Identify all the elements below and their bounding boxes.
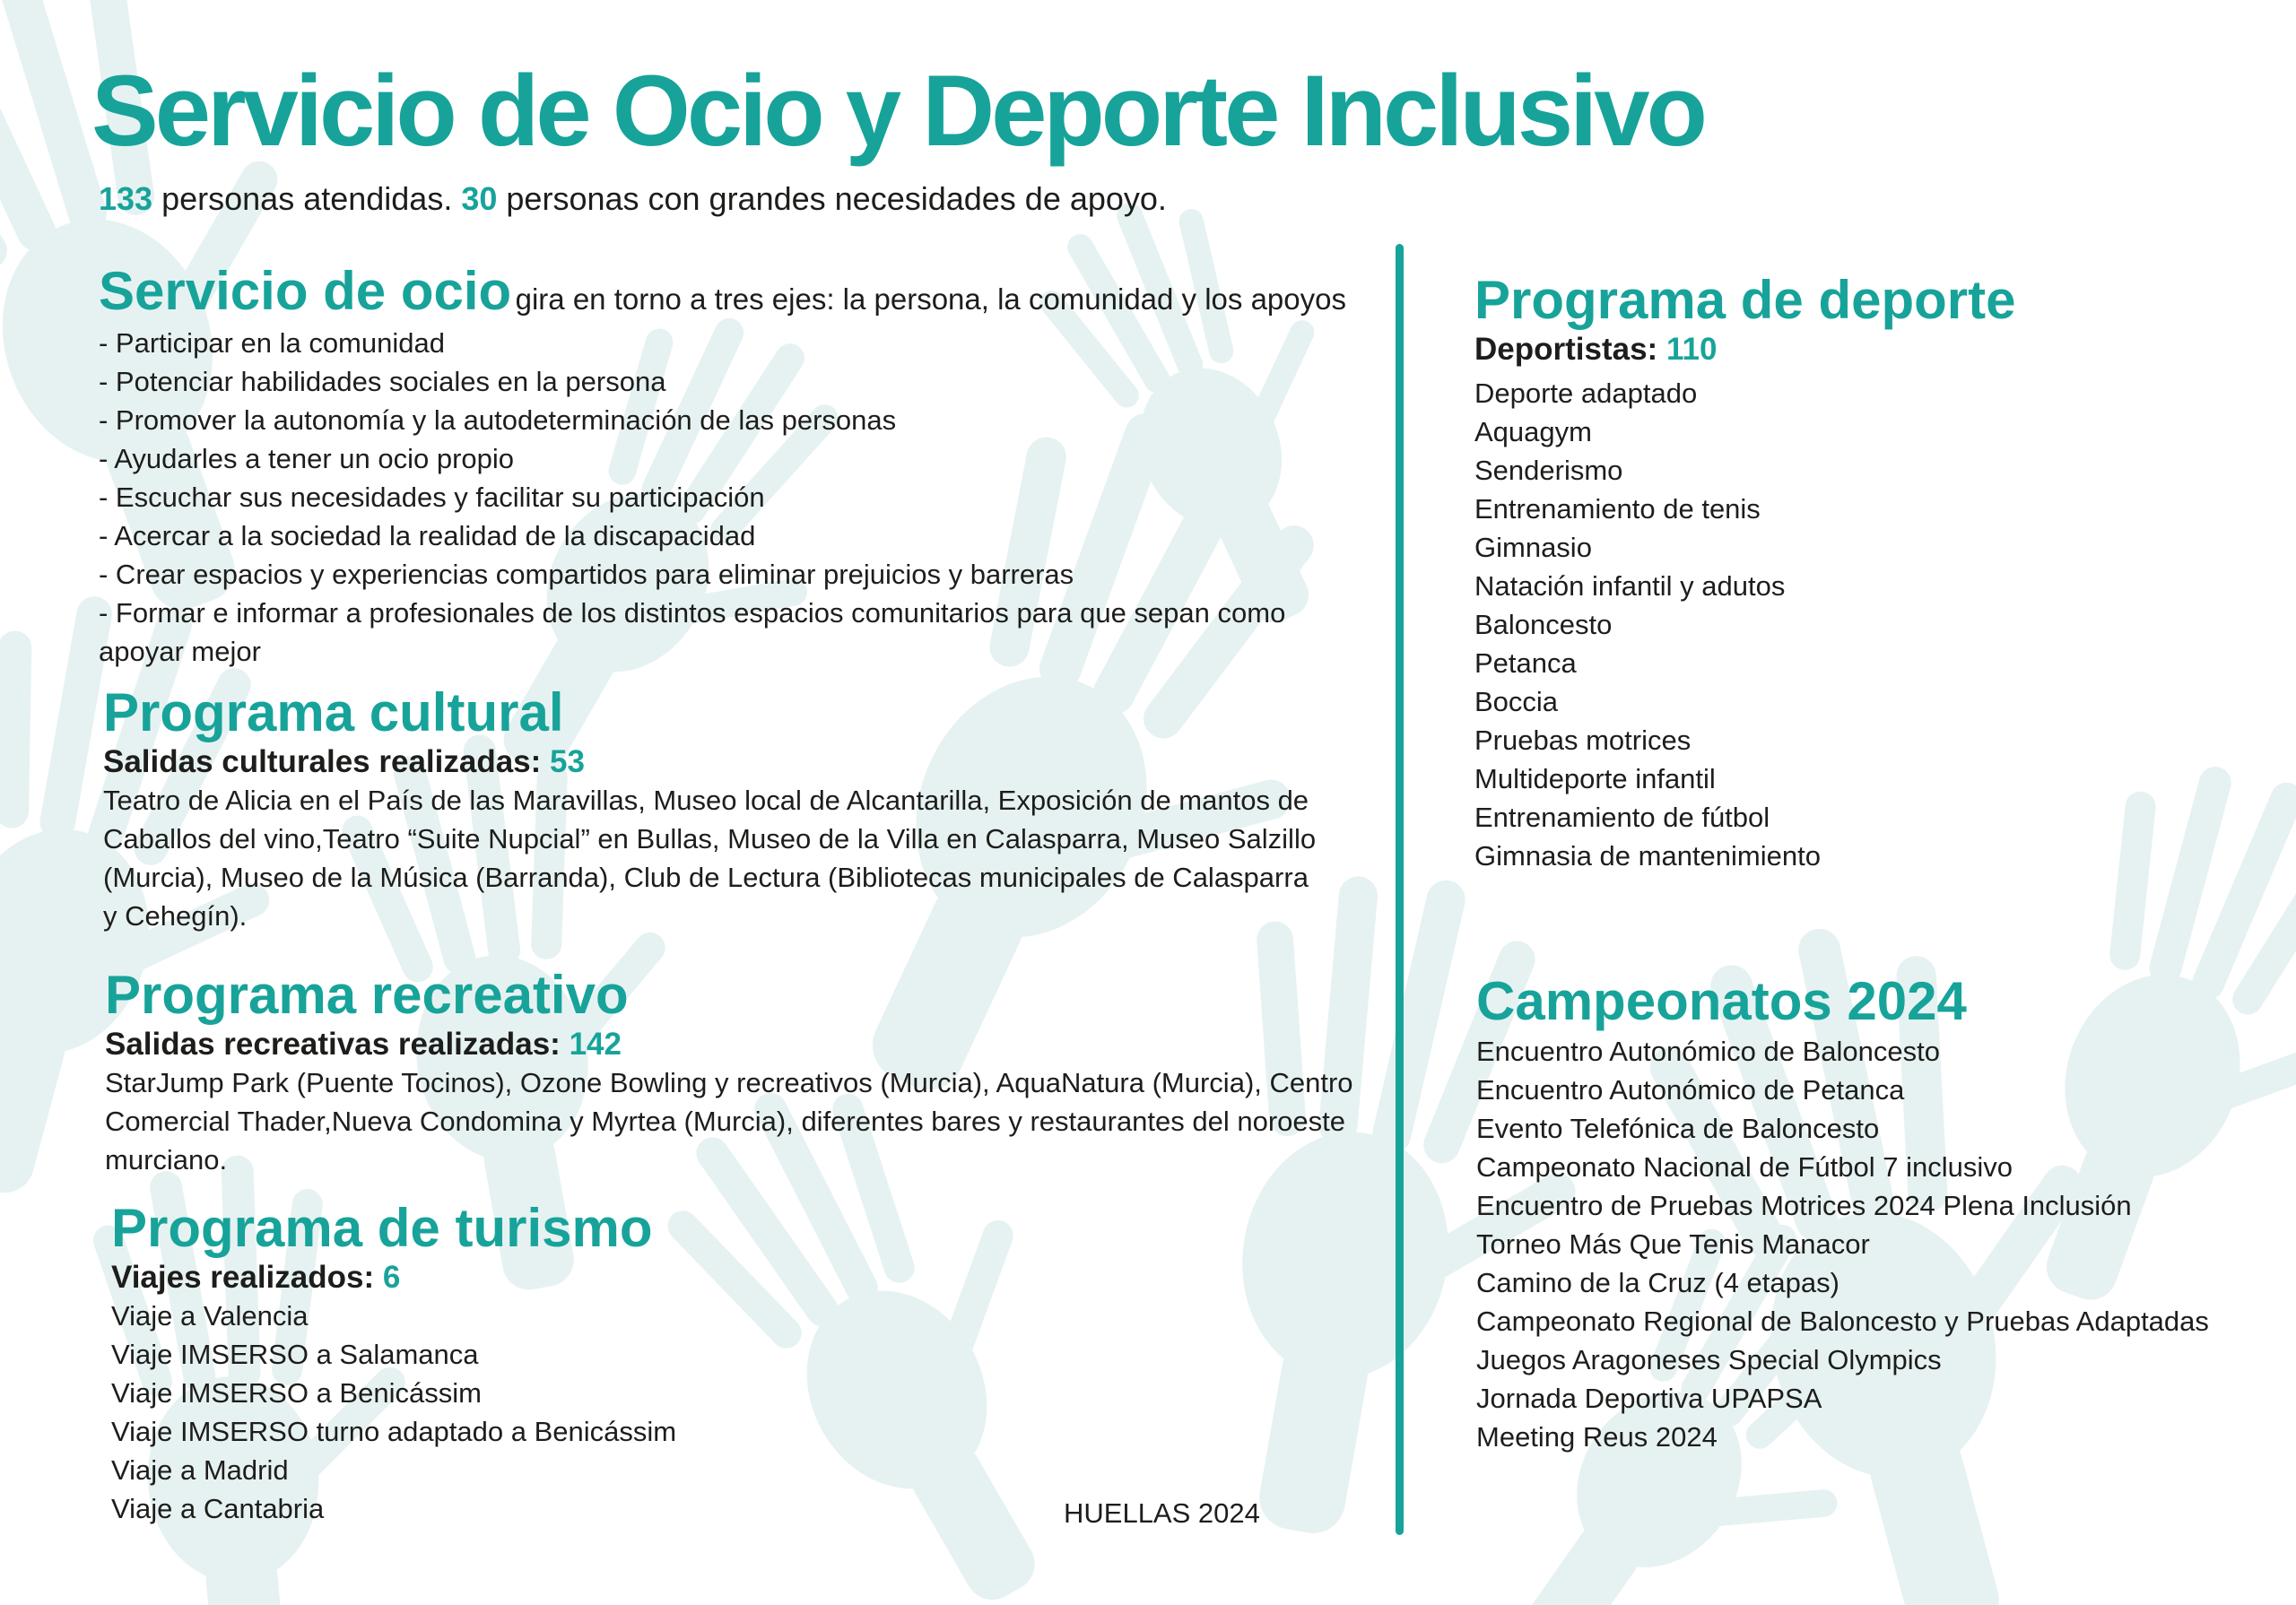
cultural-stat-value: 53 xyxy=(550,744,585,779)
section-campeonatos xyxy=(1476,970,2209,1456)
list-item: Camino de la Cruz (4 etapas) xyxy=(1476,1267,1839,1298)
list-item: Teatro de Alicia en el País de las Maravillas, Museo local de Alcantarilla, Exposición de mantos de xyxy=(103,785,1309,816)
ocio-intro: gira en torno a tres ejes: la persona, la comunidad y los apoyos xyxy=(515,282,1346,316)
list-item: Boccia xyxy=(1474,686,1559,717)
footer-label: HUELLAS 2024 xyxy=(1064,1497,1260,1529)
deporte-title: Programa de deporte xyxy=(1474,270,2016,330)
list-item: Viaje a Cantabria xyxy=(111,1493,325,1524)
section-cultural xyxy=(103,681,1323,935)
deporte-stat xyxy=(1474,331,2016,369)
cultural-description xyxy=(103,781,1323,935)
section-recreativo xyxy=(105,964,1353,1179)
list-item: Aquagym xyxy=(1474,416,1592,447)
list-item: - Escuchar sus necesidades y facilitar su participación xyxy=(99,482,765,513)
list-item: - Crear espacios y experiencias compartidos para eliminar prejuicios y barreras xyxy=(99,559,1074,590)
recreativo-stat-value: 142 xyxy=(569,1027,622,1062)
cultural-stat xyxy=(103,743,1323,781)
list-item: Entrenamiento de fútbol xyxy=(1474,802,1770,833)
list-item: Viaje IMSERSO a Benicássim xyxy=(111,1377,482,1409)
turismo-list xyxy=(111,1297,676,1528)
list-item: Viaje IMSERSO a Salamanca xyxy=(111,1339,479,1370)
list-item: Meeting Reus 2024 xyxy=(1476,1421,1718,1453)
cultural-title: Programa cultural xyxy=(103,682,564,742)
list-item: Deporte adaptado xyxy=(1474,377,1698,409)
list-item: apoyar mejor xyxy=(99,636,261,667)
section-ocio xyxy=(99,260,1346,671)
list-item: - Acercar a la sociedad la realidad de la discapacidad xyxy=(99,520,756,551)
ocio-heading xyxy=(99,260,1346,322)
campeonatos-list xyxy=(1476,1032,2209,1456)
section-deporte xyxy=(1474,269,2016,875)
list-item: Encuentro Autonómico de Baloncesto xyxy=(1476,1036,1941,1067)
list-item: Petanca xyxy=(1474,647,1577,679)
section-turismo xyxy=(111,1197,676,1528)
turismo-stat-value: 6 xyxy=(382,1260,401,1295)
list-item: Encuentro de Pruebas Motrices 2024 Plena Inclusión xyxy=(1476,1190,2132,1221)
list-item: Multideporte infantil xyxy=(1474,763,1716,794)
list-item: Viaje IMSERSO turno adaptado a Benicássim xyxy=(111,1416,677,1447)
ocio-list xyxy=(99,324,1346,671)
high-support-text: personas con grandes necesidades de apoyo. xyxy=(506,180,1167,217)
list-item: Natación infantil y adutos xyxy=(1474,570,1786,602)
list-item: y Cehegín). xyxy=(103,900,248,932)
list-item: Viaje a Valencia xyxy=(111,1300,309,1332)
list-item: Encuentro Autonómico de Petanca xyxy=(1476,1074,1905,1106)
turismo-stat-label: Viajes realizados: xyxy=(111,1260,375,1295)
list-item: Juegos Aragoneses Special Olympics xyxy=(1476,1344,1942,1375)
deporte-stat-label: Deportistas: xyxy=(1474,332,1658,367)
deporte-list xyxy=(1474,374,2016,875)
list-item: Torneo Más Que Tenis Manacor xyxy=(1476,1228,1870,1260)
ocio-title: Servicio de ocio xyxy=(99,261,512,321)
list-item: Comercial Thader,Nueva Condomina y Myrtea (Murcia), diferentes bares y restaurantes del noroeste xyxy=(105,1106,1346,1137)
recreativo-stat xyxy=(105,1026,1325,1063)
list-item: Campeonato Nacional de Fútbol 7 inclusivo xyxy=(1476,1151,2013,1183)
list-item: - Formar e informar a profesionales de los distintos espacios comunitarios para que sepan como xyxy=(99,597,1286,629)
list-item: Baloncesto xyxy=(1474,609,1613,640)
list-item: Viaje a Madrid xyxy=(111,1454,289,1486)
list-item: - Potenciar habilidades sociales en la persona xyxy=(99,366,666,397)
deporte-stat-value: 110 xyxy=(1665,332,1718,367)
list-item: Jornada Deportiva UPAPSA xyxy=(1476,1383,1822,1414)
list-item: Gimnasio xyxy=(1474,532,1592,563)
page-title: Servicio de Ocio y Deporte Inclusivo xyxy=(91,55,1704,167)
list-item: Senderismo xyxy=(1474,455,1623,486)
list-item: Caballos del vino,Teatro “Suite Nupcial” en Bullas, Museo de la Villa en Calasparra, Museo Salzillo xyxy=(103,823,1317,855)
list-item: Campeonato Regional de Baloncesto y Pruebas Adaptadas xyxy=(1476,1306,2209,1337)
cultural-stat-label: Salidas culturales realizadas: xyxy=(103,744,542,779)
attended-count: 133 xyxy=(99,180,153,217)
recreativo-description xyxy=(105,1063,1353,1179)
list-item: - Participar en la comunidad xyxy=(99,327,445,359)
list-item: (Murcia), Museo de la Música (Barranda), Club de Lectura (Bibliotecas municipales de Calasparra xyxy=(103,862,1309,893)
column-divider xyxy=(1396,244,1404,1535)
list-item: - Ayudarles a tener un ocio propio xyxy=(99,443,515,474)
attended-text: personas atendidas. xyxy=(161,180,453,217)
list-item: - Promover la autonomía y la autodeterminación de las personas xyxy=(99,404,897,436)
list-item: Evento Telefónica de Baloncesto xyxy=(1476,1113,1880,1144)
recreativo-stat-label: Salidas recreativas realizadas: xyxy=(105,1027,561,1062)
summary-line xyxy=(99,179,1167,218)
campeonatos-title: Campeonatos 2024 xyxy=(1476,971,1967,1031)
list-item: Pruebas motrices xyxy=(1474,724,1692,756)
list-item: StarJump Park (Puente Tocinos), Ozone Bowling y recreativos (Murcia), AquaNatura (Murcia), Centro xyxy=(105,1067,1353,1098)
turismo-stat xyxy=(111,1259,676,1297)
turismo-title: Programa de turismo xyxy=(111,1198,653,1258)
high-support-count: 30 xyxy=(461,180,498,217)
list-item: murciano. xyxy=(105,1144,228,1176)
list-item: Entrenamiento de tenis xyxy=(1474,493,1761,525)
list-item: Gimnasia de mantenimiento xyxy=(1474,840,1821,872)
recreativo-title: Programa recreativo xyxy=(105,965,629,1025)
